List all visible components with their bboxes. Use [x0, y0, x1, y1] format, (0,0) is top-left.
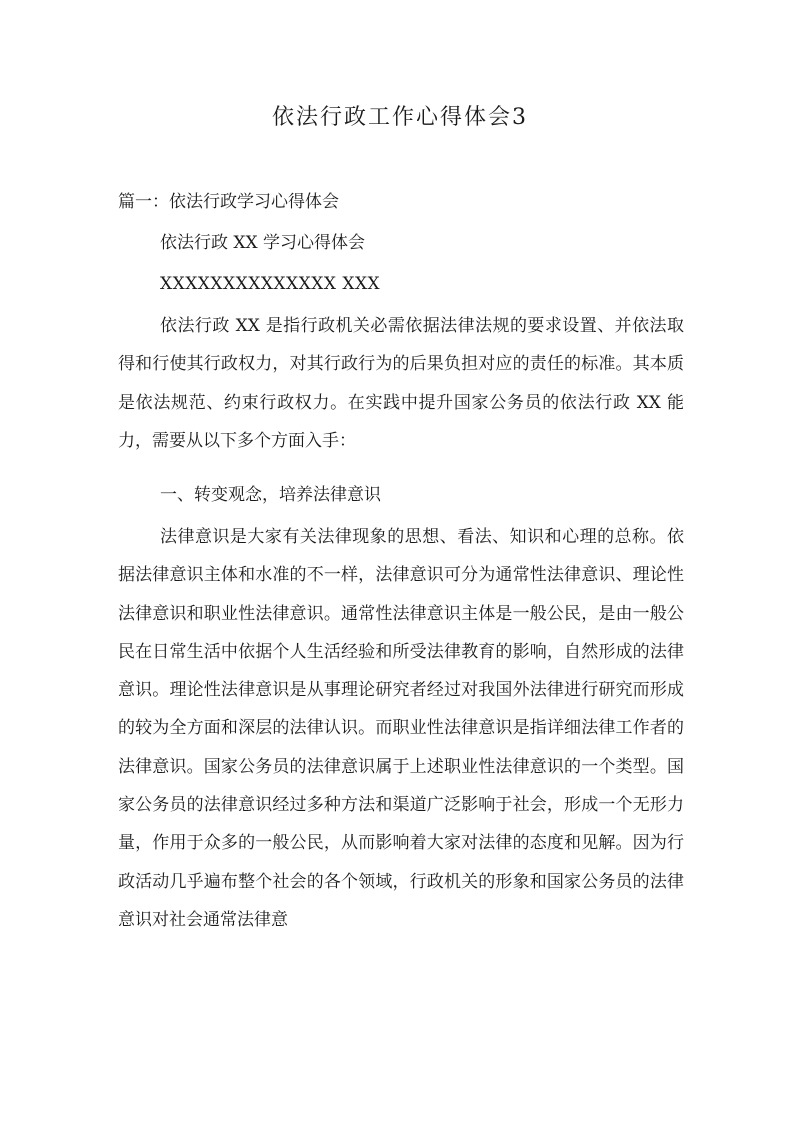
heading-change-concept: 一、转变观念，培养法律意识: [160, 485, 381, 505]
section-heading: 篇一：依法行政学习心得体会: [118, 192, 339, 212]
author-line: XXXXXXXXXXXXXX XXX: [160, 274, 381, 294]
paragraph-intro: 依法行政 XX 是指行政机关必需依据法律法规的要求设置、并依法取得和行使其行政权力，对其行政行为的后果负担对应的责任的标准。其本质是依法规范、约束行政权力。在实践中提升国家公务员的依法行政 XX 能力，需要从以下多个方面入手：: [118, 316, 684, 451]
subtitle: 依法行政 XX 学习心得体会: [160, 233, 366, 253]
document-title: 依法行政工作心得体会3: [272, 105, 528, 130]
paragraph-legal-awareness: 法律意识是大家有关法律现象的思想、看法、知识和心理的总称。依据法律意识主体和水准的不一样，法律意识可分为通常性法律意识、理论性法律意识和职业性法律意识。通常性法律意识主体是一般公民，是由一般公民在日常生活中依据个人生活经验和所受法律教育的影响，自然形成的法律意识。理论性法律意识是从事理论研究者经过对我国外法律进行研究而形成的较为全方面和深层的法律认识。而职业性法律意识是指详细法律工作者的法律意识。国家公务员的法律意识属于上述职业性法律意识的一个类型。国家公务员的法律意识经过多种方法和渠道广泛影响于社会，形成一个无形力量，作用于众多的一般公民，从而影响着大家对法律的态度和见解。因为行政活动几乎遍布整个社会的各个领域，行政机关的形象和国家公务员的法律意识对社会通常法律意: [118, 527, 684, 930]
